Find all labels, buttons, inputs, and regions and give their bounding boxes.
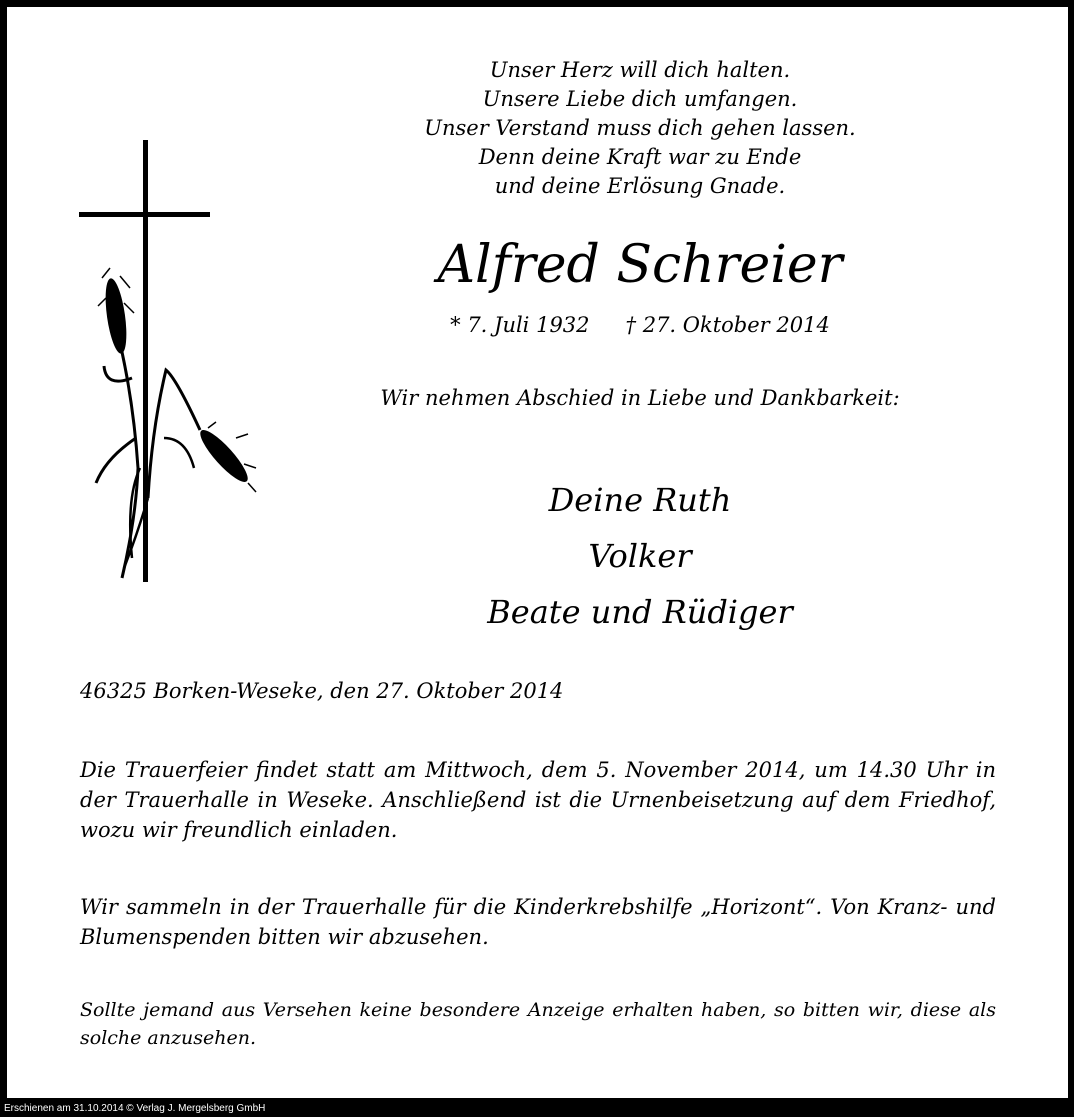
place-and-date: 46325 Borken-Weseke, den 27. Oktober 2014: [80, 679, 564, 703]
family-member: Volker: [588, 537, 692, 575]
birth-date: * 7. Juli 1932: [450, 313, 590, 337]
funeral-service-info: Die Trauerfeier findet statt am Mittwoch, dem 5. November 2014, um 14.30 Uhr in der Trauerhalle in Weseke. Anschließend ist die Urnenbeisetzung auf dem Friedhof, wozu wir freundlich einladen.: [80, 758, 996, 842]
poem-line: Denn deine Kraft war zu Ende: [478, 145, 802, 169]
donation-info: Wir sammeln in der Trauerhalle für die Kinderkrebshilfe „Horizont“. Von Kranz- und Blumenspenden bitten wir abzusehen.: [80, 895, 996, 949]
farewell-line: Wir nehmen Abschied in Liebe und Dankbarkeit:: [380, 386, 900, 410]
family-member: Deine Ruth: [548, 481, 732, 519]
poem-line: und deine Erlösung Gnade.: [494, 174, 786, 198]
poem-line: Unsere Liebe dich umfangen.: [482, 87, 798, 111]
family-member: Beate und Rüdiger: [487, 593, 793, 631]
life-dates: [340, 309, 940, 341]
publisher-footer: Erschienen am 31.10.2014 © Verlag J. Mergelsberg GmbH: [4, 1103, 266, 1114]
family-names: [340, 472, 940, 640]
deceased-name: Alfred Schreier: [437, 235, 843, 295]
cross-with-wheat-icon: [76, 138, 266, 588]
poem-line: Unser Verstand muss dich gehen lassen.: [424, 116, 856, 140]
poem: [340, 56, 940, 201]
death-date: † 27. Oktober 2014: [625, 313, 830, 337]
notice-info: Sollte jemand aus Versehen keine besondere Anzeige erhalten haben, so bitten wir, diese als solche anzusehen.: [80, 999, 996, 1049]
poem-line: Unser Herz will dich halten.: [489, 58, 791, 82]
